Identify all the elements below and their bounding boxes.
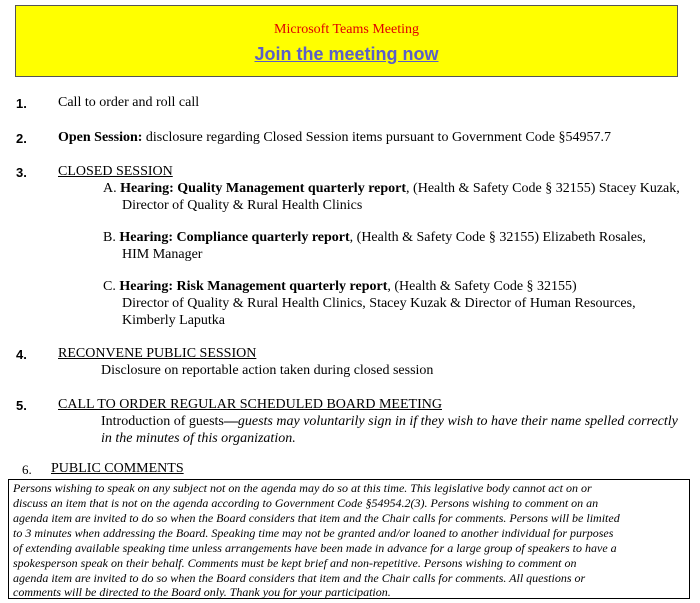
sub-b-text: , (Health & Safety Code § 32155) Elizabeth Rosales,	[349, 230, 646, 245]
public-comment-line: Persons wishing to speak on any subject not on the agenda may do so at this time. This legislative body cannot act on or	[13, 481, 592, 495]
guests-line1	[101, 414, 678, 430]
sub-c-text: , (Health & Safety Code § 32155)	[387, 279, 577, 294]
item-number: 3.	[16, 165, 27, 180]
open-session-text: disclosure regarding Closed Session items pursuant to Government Code §54957.7	[142, 130, 611, 145]
teams-meeting-title: Microsoft Teams Meeting	[274, 22, 419, 37]
closed-sub-c-line3: Kimberly Laputka	[122, 313, 226, 328]
guests-line2: in the minutes of this organization.	[101, 431, 296, 446]
sub-letter: A.	[103, 181, 117, 196]
closed-sub-b-line1	[103, 230, 646, 246]
join-meeting-link[interactable]: Join the meeting now	[254, 44, 439, 64]
closed-sub-c-line2: Director of Quality & Rural Health Clinics, Stacey Kuzak & Director of Human Resources,	[122, 296, 636, 311]
closed-session-heading: CLOSED SESSION	[58, 164, 173, 179]
guests-italic1: guests may voluntarily sign in if they wish to have their name spelled correctly	[237, 414, 678, 429]
closed-sub-b-line2: HIM Manager	[122, 247, 203, 262]
regular-meeting-heading: CALL TO ORDER REGULAR SCHEDULED BOARD MEETING	[58, 397, 442, 412]
sub-a-label: Hearing: Quality Management quarterly report	[120, 181, 407, 196]
sub-a-text: , (Health & Safety Code § 32155) Stacey Kuzak,	[406, 181, 680, 196]
public-comment-line: agenda item are invited to do so when the Board considers that item and the Chair calls for comments. All questions or	[13, 571, 586, 585]
item-number: 4.	[16, 347, 27, 362]
public-comment-line: spokesperson speak on their behalf. Comments must be kept brief and non-repetitive. Persons wishing to comment on	[13, 556, 577, 570]
teams-meeting-banner	[15, 5, 678, 77]
closed-sub-c-line1	[103, 279, 577, 295]
public-comment-line: comments will be directed to the Board only. Thank you for your participation.	[13, 585, 391, 599]
sub-letter: B.	[103, 230, 116, 245]
item-number: 5.	[16, 398, 27, 413]
reconvene-heading: RECONVENE PUBLIC SESSION	[58, 346, 257, 361]
public-comment-line: discuss an item that is not on the agenda according to Government Code §54954.2(3). Persons wishing to comment on an	[13, 496, 599, 510]
closed-sub-a-line1	[103, 181, 680, 197]
public-comment-line: of extending available speaking time unless arrangements have been made in advance for a large group of speakers to have a	[13, 541, 617, 555]
public-comments-box	[8, 479, 690, 599]
reconvene-text: Disclosure on reportable action taken during closed session	[101, 363, 434, 378]
sub-b-label: Hearing: Compliance quarterly report	[119, 230, 350, 245]
item-number: 2.	[16, 131, 27, 146]
public-comments-heading: PUBLIC COMMENTS	[51, 461, 184, 476]
sub-c-label: Hearing: Risk Management quarterly report	[119, 279, 388, 294]
item-call-to-order: Call to order and roll call	[58, 95, 200, 110]
item-number: 6.	[22, 462, 32, 477]
sub-letter: C.	[103, 279, 116, 294]
open-session-label: Open Session:	[58, 130, 143, 145]
guests-intro: Introduction of guests	[101, 414, 224, 429]
public-comment-line: to 3 minutes when addressing the Board. Speaking time may not be granted and/or loaned to another individual for purposes	[13, 526, 614, 540]
guests-dash: —	[223, 414, 238, 429]
closed-sub-a-line2: Director of Quality & Rural Health Clinics	[122, 198, 363, 213]
public-comment-line: agenda item are invited to do so when the Board considers that item and the Chair calls for comments. Persons will be limited	[13, 511, 620, 525]
item-number: 1.	[16, 96, 27, 111]
item-open-session	[58, 130, 611, 146]
